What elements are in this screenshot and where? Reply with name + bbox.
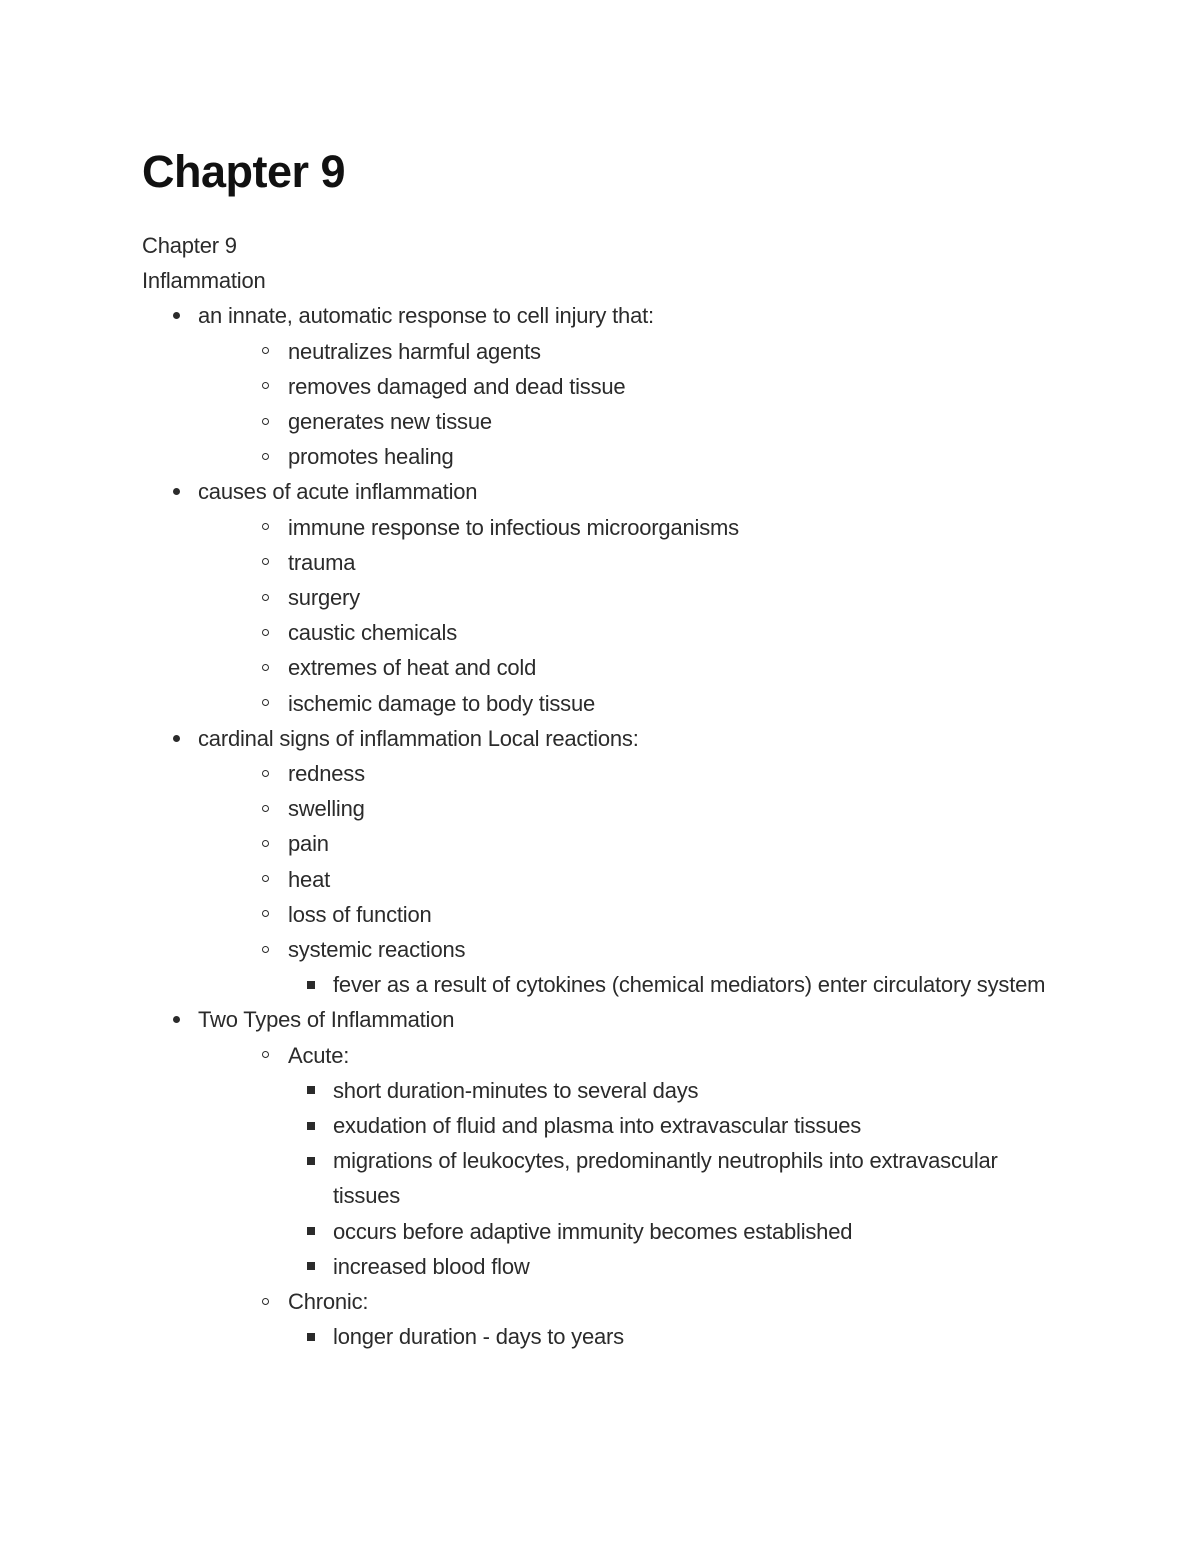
circle-bullet-icon	[262, 558, 269, 565]
outline-list	[142, 298, 1062, 1354]
circle-bullet-icon	[262, 347, 269, 354]
list-item-text: fever as a result of cytokines (chemical mediators) enter circulatory system	[333, 972, 1046, 998]
list-item-text: ischemic damage to body tissue	[288, 690, 596, 716]
sub-list	[187, 1038, 1062, 1355]
sub-list	[187, 510, 1062, 721]
list-item-text: surgery	[288, 585, 360, 611]
circle-bullet-icon	[262, 805, 269, 812]
list-item-level-2	[243, 580, 1062, 615]
circle-bullet-icon	[262, 1051, 269, 1058]
list-item-level-3	[288, 1214, 1062, 1249]
circle-bullet-icon	[262, 418, 269, 425]
list-item-text: Acute:	[288, 1042, 350, 1068]
circle-bullet-icon	[262, 770, 269, 777]
list-item-text: occurs before adaptive immunity becomes established	[333, 1218, 853, 1244]
list-item-text: caustic chemicals	[288, 620, 457, 646]
circle-bullet-icon	[262, 699, 269, 706]
list-item-text: redness	[288, 761, 365, 787]
list-item-level-2	[243, 510, 1062, 545]
list-item-text: pain	[288, 831, 329, 857]
list-item-level-2	[243, 791, 1062, 826]
list-item-level-3	[288, 1108, 1062, 1143]
circle-bullet-icon	[262, 523, 269, 530]
list-item-text: short duration-minutes to several days	[333, 1077, 699, 1103]
list-item-level-2	[243, 686, 1062, 721]
circle-bullet-icon	[262, 1298, 269, 1305]
list-item-text: Chronic:	[288, 1289, 369, 1315]
circle-bullet-icon	[262, 946, 269, 953]
square-bullet-icon	[307, 1086, 315, 1094]
list-item-text: increased blood flow	[333, 1253, 530, 1279]
list-item-text: neutralizes harmful agents	[288, 338, 541, 364]
square-bullet-icon	[307, 1262, 315, 1270]
list-item-text: heat	[288, 866, 331, 892]
list-item-text: loss of function	[288, 901, 432, 927]
page-title: Chapter 9	[142, 146, 346, 197]
list-item-level-2	[243, 862, 1062, 897]
list-item-level-2	[243, 439, 1062, 474]
list-item-text: promotes healing	[288, 444, 454, 470]
list-item-level-3	[288, 1249, 1062, 1284]
list-item-level-3	[288, 1319, 1062, 1354]
sub-list	[187, 756, 1062, 1002]
paragraph-topic: Inflammation	[142, 268, 266, 294]
list-item-level-2	[243, 756, 1062, 791]
list-item-text: exudation of fluid and plasma into extravascular tissues	[333, 1113, 862, 1139]
list-item-text: removes damaged and dead tissue	[288, 373, 626, 399]
list-item-level-3	[288, 967, 1062, 1002]
list-item-level-2	[243, 369, 1062, 404]
disc-bullet-icon	[173, 312, 180, 319]
list-item-level-1	[142, 721, 1062, 1003]
paragraph-chapter: Chapter 9	[142, 233, 237, 258]
list-item-level-2	[243, 897, 1062, 932]
list-item-level-1	[142, 1002, 1062, 1354]
list-item-text: longer duration - days to years	[333, 1324, 624, 1350]
list-item-level-2	[243, 826, 1062, 861]
list-item-level-2	[243, 932, 1062, 1002]
disc-bullet-icon	[173, 1016, 180, 1023]
sub-list	[187, 334, 1062, 475]
list-item-level-1	[142, 474, 1062, 720]
list-item-level-2	[243, 404, 1062, 439]
list-item-text: immune response to infectious microorganisms	[288, 514, 739, 540]
list-item-text: causes of acute inflammation	[198, 479, 478, 505]
sub-list	[288, 1073, 1062, 1284]
list-item-level-2	[243, 334, 1062, 369]
list-item-text: extremes of heat and cold	[288, 655, 537, 681]
list-item-level-3	[288, 1143, 1062, 1213]
list-item-level-3	[288, 1073, 1062, 1108]
circle-bullet-icon	[262, 594, 269, 601]
disc-bullet-icon	[173, 488, 180, 495]
square-bullet-icon	[307, 1122, 315, 1130]
square-bullet-icon	[307, 1157, 315, 1165]
list-item-level-2	[243, 1038, 1062, 1284]
circle-bullet-icon	[262, 629, 269, 636]
sub-list	[288, 967, 1062, 1002]
circle-bullet-icon	[262, 910, 269, 917]
list-item-level-2	[243, 650, 1062, 685]
square-bullet-icon	[307, 1227, 315, 1235]
list-item-level-2	[243, 1284, 1062, 1354]
list-item-text: swelling	[288, 796, 365, 822]
circle-bullet-icon	[262, 382, 269, 389]
list-item-text: an innate, automatic response to cell injury that:	[198, 303, 654, 329]
list-item-text: cardinal signs of inflammation Local reactions:	[198, 725, 639, 751]
list-item-text: trauma	[288, 549, 356, 575]
square-bullet-icon	[307, 981, 315, 989]
list-item-text: migrations of leukocytes, predominantly neutrophils into extravascular tissues	[333, 1148, 998, 1209]
list-item-text: Two Types of Inflammation	[198, 1007, 455, 1033]
circle-bullet-icon	[262, 664, 269, 671]
square-bullet-icon	[307, 1333, 315, 1341]
document-body	[142, 228, 1062, 1355]
sub-list	[288, 1319, 1062, 1354]
list-item-text: systemic reactions	[288, 937, 466, 963]
list-item-level-2	[243, 545, 1062, 580]
list-item-text: generates new tissue	[288, 409, 492, 435]
circle-bullet-icon	[262, 875, 269, 882]
disc-bullet-icon	[173, 735, 180, 742]
circle-bullet-icon	[262, 453, 269, 460]
circle-bullet-icon	[262, 840, 269, 847]
list-item-level-1	[142, 298, 1062, 474]
list-item-level-2	[243, 615, 1062, 650]
